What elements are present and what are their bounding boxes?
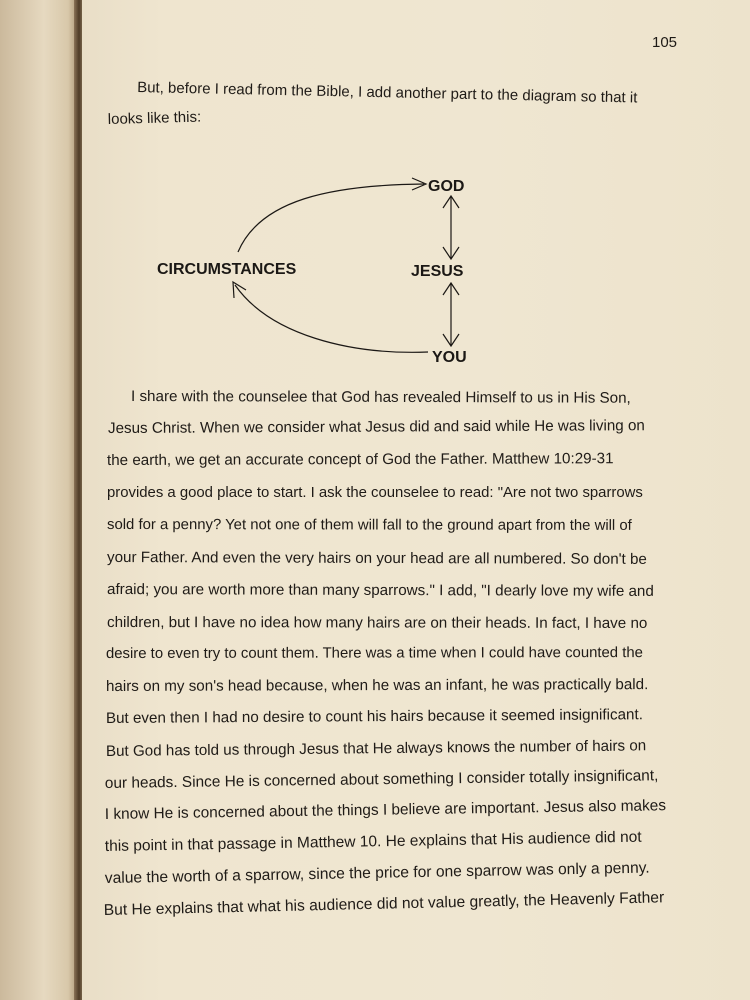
body-line: hairs on my son's head because, when he was an infant, he was practically bald. — [105, 676, 649, 695]
body-line: this point in that passage in Matthew 10. He explains that His audience did not — [104, 828, 642, 856]
body-line: provides a good place to start. I ask the counselee to read: "Are not two sparrows — [107, 485, 643, 501]
body-line: the earth, we get an accurate concept of God the Father. Matthew 10:29-31 — [106, 450, 614, 469]
body-line: Jesus Christ. When we consider what Jesus did and said while He was living on — [107, 417, 645, 437]
body-line: desire to even try to count them. There was a time when I could have counted the — [105, 645, 643, 662]
body-line: your Father. And even the very hairs on your head are all numbered. So don't be — [107, 549, 647, 568]
body-line: sold for a penny? Yet not one of them will fall to the ground apart from the will of — [107, 517, 632, 534]
diagram-label-jesus: JESUS — [411, 263, 464, 280]
body-line: afraid; you are worth more than many sparrows." I add, "I dearly love my wife and — [107, 581, 654, 600]
intro-line: looks like this: — [107, 108, 202, 128]
body-line: our heads. Since He is concerned about something I consider totally insignificant, — [104, 767, 659, 793]
diagram-label-you: YOU — [432, 349, 467, 366]
diagram-label-circumstances: CIRCUMSTANCES — [157, 261, 297, 278]
page-number: 105 — [652, 34, 678, 51]
intro-line: But, before I read from the Bible, I add another part to the diagram so that it — [137, 79, 638, 107]
body-line: children, but I have no idea how many hairs are on their heads. In fact, I have no — [107, 614, 648, 632]
arrow-you-to-circumstances — [235, 285, 428, 352]
body-line: value the worth of a sparrow, since the price for one sparrow was only a penny. — [104, 859, 650, 888]
body-line: But God has told us through Jesus that He always knows the number of hairs on — [105, 737, 647, 760]
body-line: But He explains that what his audience did not value greatly, the Heavenly Father — [103, 889, 665, 920]
arrow-circumstances-to-god — [238, 184, 424, 252]
body-line: I share with the counselee that God has revealed Himself to us in His Son, — [131, 388, 631, 407]
body-line: But even then I had no desire to count his hairs because it seemed insignificant. — [105, 706, 643, 727]
diagram-label-god: GOD — [428, 178, 465, 195]
body-line: I know He is concerned about the things I believe are important. Jesus also makes — [104, 797, 667, 824]
